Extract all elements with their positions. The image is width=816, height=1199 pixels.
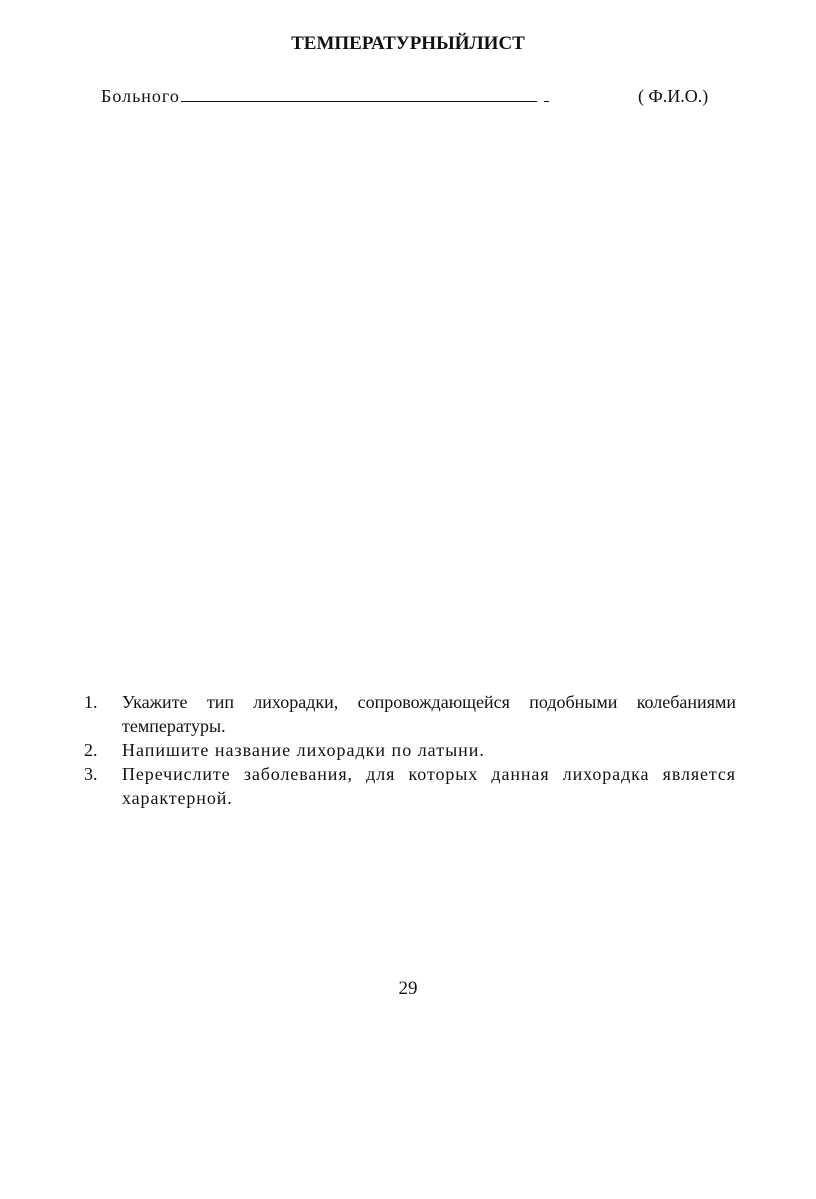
patient-name-line bbox=[101, 86, 549, 107]
question-number: 3. bbox=[84, 764, 98, 784]
patient-name-blank-tail bbox=[544, 86, 549, 102]
question-text: Укажите тип лихорадки, сопровождающейся подобными колебаниями температуры. bbox=[122, 692, 736, 736]
list-item bbox=[80, 762, 736, 810]
fio-label: ( Ф.И.О.) bbox=[638, 86, 709, 106]
page-number: 29 bbox=[398, 978, 418, 999]
patient-name-blank bbox=[181, 86, 537, 102]
patient-label: Больного bbox=[101, 86, 180, 106]
question-text: Напишите название лихорадки по латыни. bbox=[122, 740, 485, 760]
list-item bbox=[80, 738, 736, 762]
page-title: ТЕМПЕРАТУРНЫЙЛИСТ bbox=[291, 33, 525, 54]
question-text: Перечислите заболевания, для которых данная лихорадка является характерной. bbox=[122, 764, 736, 808]
questions-list bbox=[80, 690, 736, 810]
question-number: 1. bbox=[84, 692, 98, 712]
list-item bbox=[80, 690, 736, 738]
question-number: 2. bbox=[84, 740, 98, 760]
